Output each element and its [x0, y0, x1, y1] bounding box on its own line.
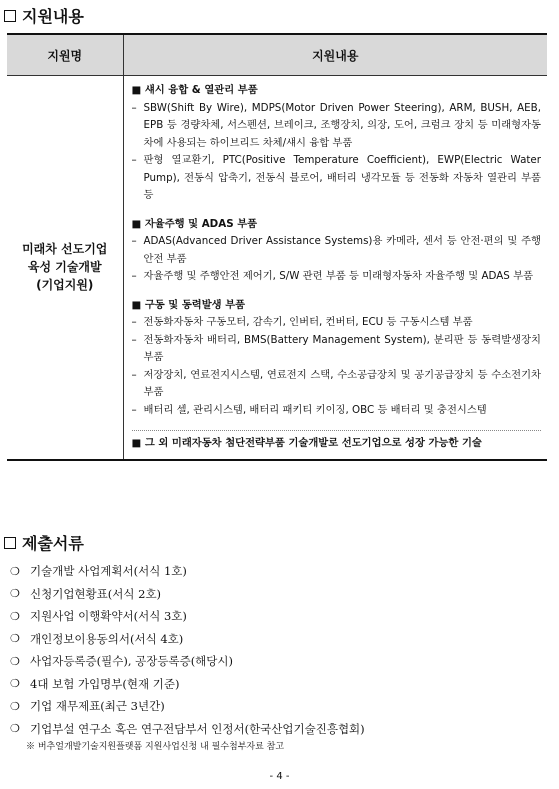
checkbox-square-icon: [4, 537, 16, 549]
footnote: ※ 버추얼개발기술지원플랫폼 지원사업신청 내 필수첨부자료 참고: [26, 742, 285, 752]
checkbox-square-icon: [4, 10, 16, 22]
list-item: – 전동화자동차 구동모터, 감속기, 인버터, 컨버터, ECU 등 구동시스템 부품: [132, 314, 542, 332]
circle-bullet-icon: ❍: [10, 587, 20, 601]
program-name-line: 미래차 선도기업: [22, 242, 108, 257]
list-item: ❍ 신청기업현황표(서식 2호): [10, 586, 162, 601]
page-number: - 4 -: [269, 771, 290, 782]
category-title: ■ 섀시 융합 & 열관리 부품: [131, 84, 258, 96]
dash-icon: –: [131, 368, 137, 381]
list-item: – 전동화자동차 배터리, BMS(Battery Management System), 분리판 등 동력발생장치 부품: [132, 332, 542, 367]
category-block: [132, 82, 542, 205]
dash-icon: –: [131, 101, 137, 114]
circle-bullet-icon: ❍: [10, 564, 20, 578]
section-title: 지원내용: [22, 7, 84, 26]
program-name-cell: [7, 76, 123, 460]
list-item: ❍ 사업자등록증(필수), 공장등록증(해당시): [10, 654, 233, 669]
category-title: ■ 구동 및 동력발생 부품: [131, 298, 246, 311]
dash-icon: –: [131, 154, 137, 166]
circle-bullet-icon: ❍: [10, 609, 20, 623]
list-item: ❍ 개인정보이용동의서(서식 4호): [10, 631, 184, 646]
list-item: – SBW(Shift By Wire), MDPS(Motor Driven Power Steering), ARM, BUSH, AEB, EPB 등 경량차체, 서스펜션, 브레이크, 조행장치, 의장, 도어, 크럼크 장치 등 미래형자동차에 사용되는 하이브리드 차체/섀시 융합 부품: [132, 100, 542, 153]
circle-bullet-icon: ❍: [10, 677, 20, 691]
summary-line: ■ 그 외 미래자동차 첨단전략부품 기술개발로 선도기업으로 성장 가능한 기술: [132, 430, 542, 453]
program-name-line: 육성 기술개발: [27, 260, 102, 275]
required-documents-list: [10, 560, 365, 740]
dash-icon: –: [131, 403, 137, 416]
circle-bullet-icon: ❍: [10, 654, 20, 668]
list-item: – 저장장치, 연료전지시스템, 연료전지 스택, 수소공급장치 및 공기공급장치 등 수소전기차 부품: [132, 367, 542, 402]
header-program-content: 지원내용: [123, 34, 547, 76]
list-item: – ADAS(Advanced Driver Assistance Systems)용 카메라, 센서 등 안전·편의 및 주행안전 부품: [132, 233, 542, 268]
list-item: ❍ 지원사업 이행확약서(서식 3호): [10, 609, 187, 624]
dash-icon: –: [131, 333, 137, 346]
category-block: [132, 297, 542, 420]
circle-bullet-icon: ❍: [10, 632, 20, 646]
category-block: [132, 216, 542, 286]
dash-icon: –: [131, 316, 137, 328]
section-title: 제출서류: [22, 534, 84, 553]
table-row: [7, 76, 547, 460]
header-program-name: 지원명: [7, 34, 123, 76]
circle-bullet-icon: ❍: [10, 722, 20, 736]
list-item: – 배터리 셀, 관리시스템, 배터리 패키티 키이징, OBC 등 배터리 및 충전시스템: [132, 402, 542, 420]
list-item: ❍ 기업부설 연구소 혹은 연구전담부서 인정서(한국산업기술진흥협회): [10, 721, 365, 736]
support-table: [7, 33, 547, 461]
table-header-row: [7, 34, 547, 76]
list-item: ❍ 기술개발 사업계획서(서식 1호): [10, 564, 187, 579]
list-item: ❍ 기업 재무제표(최근 3년간): [10, 699, 165, 714]
list-item: – 판형 열교환기, PTC(Positive Temperature Coefficient), EWP(Electric Water Pump), 전동식 압축기, 전동식 블로어, 배터리 냉각모듈 등 전동화 자동차 열관리 부품 등: [132, 152, 542, 205]
list-item: – 자율주행 및 주행안전 제어기, S/W 관련 부품 등 미래형자동차 자율주행 및 ADAS 부품: [132, 268, 542, 286]
section-heading-support: [4, 4, 84, 27]
program-content-cell: [123, 76, 547, 460]
category-title: ■ 자율주행 및 ADAS 부품: [131, 217, 258, 230]
program-name-line: (기업지원): [36, 278, 94, 293]
section-heading-documents: [4, 531, 84, 554]
circle-bullet-icon: ❍: [10, 699, 20, 713]
list-item: ❍ 4대 보험 가입명부(현재 기준): [10, 676, 180, 691]
dash-icon: –: [131, 235, 137, 247]
dash-icon: –: [131, 270, 137, 282]
